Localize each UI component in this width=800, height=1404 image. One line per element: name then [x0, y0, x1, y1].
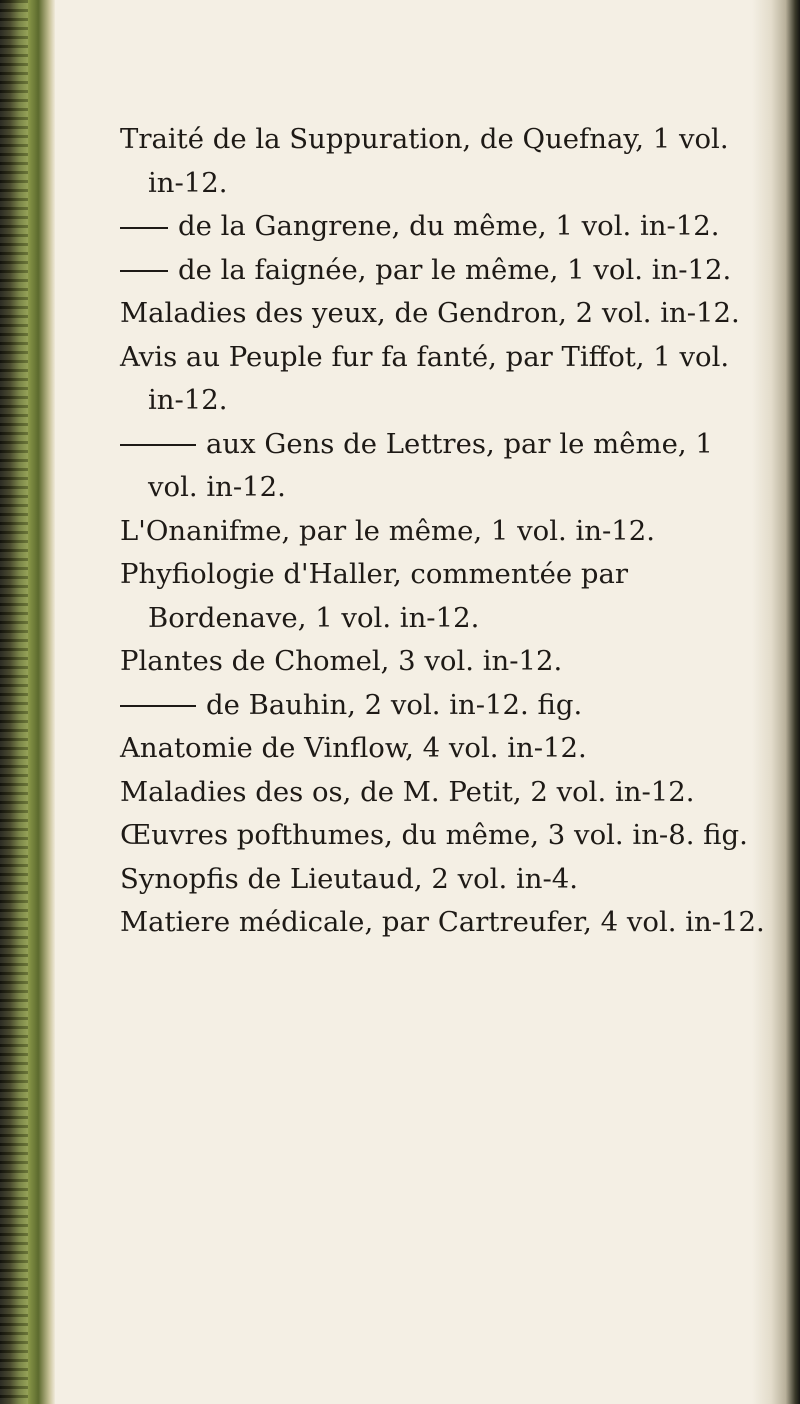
list-item: L'Onanifme, par le même, 1 vol. in-12. — [120, 514, 656, 547]
list-item: Maladies des os, de M. Petit, 2 vol. in-12. — [120, 775, 695, 808]
list-item: aux Gens de Lettres, par le même, 1 vol. in-12. — [120, 423, 770, 510]
list-item: de la Gangrene, du même, 1 vol. in-12. — [120, 205, 770, 249]
list-item: Maladies des yeux, de Gendron, 2 vol. in-12. — [120, 297, 740, 329]
ditto-dash — [120, 444, 196, 446]
list-item: Œuvres pofthumes, du même, 3 vol. in-8. fig. — [120, 819, 748, 851]
list-item: de la faignée, par le même, 1 vol. in-12. — [120, 249, 770, 293]
ditto-dash — [120, 270, 168, 272]
ditto-dash — [120, 705, 196, 707]
list-item: Matiere médicale, par Cartreufer, 4 vol. in-12. — [120, 906, 765, 938]
list-item: Avis au Peuple fur fa fanté, par Tiffot, 1 vol. in-12. — [120, 340, 730, 416]
list-item: Traité de la Suppuration, de Quefnay, 1 vol. in-12. — [120, 123, 729, 199]
book-binding-edge — [0, 0, 55, 1404]
list-item: Phyfiologie d'Haller, commentée par Bordenave, 1 vol. in-12. — [120, 558, 629, 634]
ditto-dash — [120, 227, 168, 229]
list-item: Plantes de Chomel, 3 vol. in-12. — [120, 645, 563, 677]
list-item: de Bauhin, 2 vol. in-12. fig. — [120, 684, 770, 728]
book-list — [120, 118, 770, 945]
list-item: Anatomie de Vinflow, 4 vol. in-12. — [120, 732, 587, 764]
list-item: Synopfis de Lieutaud, 2 vol. in-4. — [120, 862, 578, 895]
